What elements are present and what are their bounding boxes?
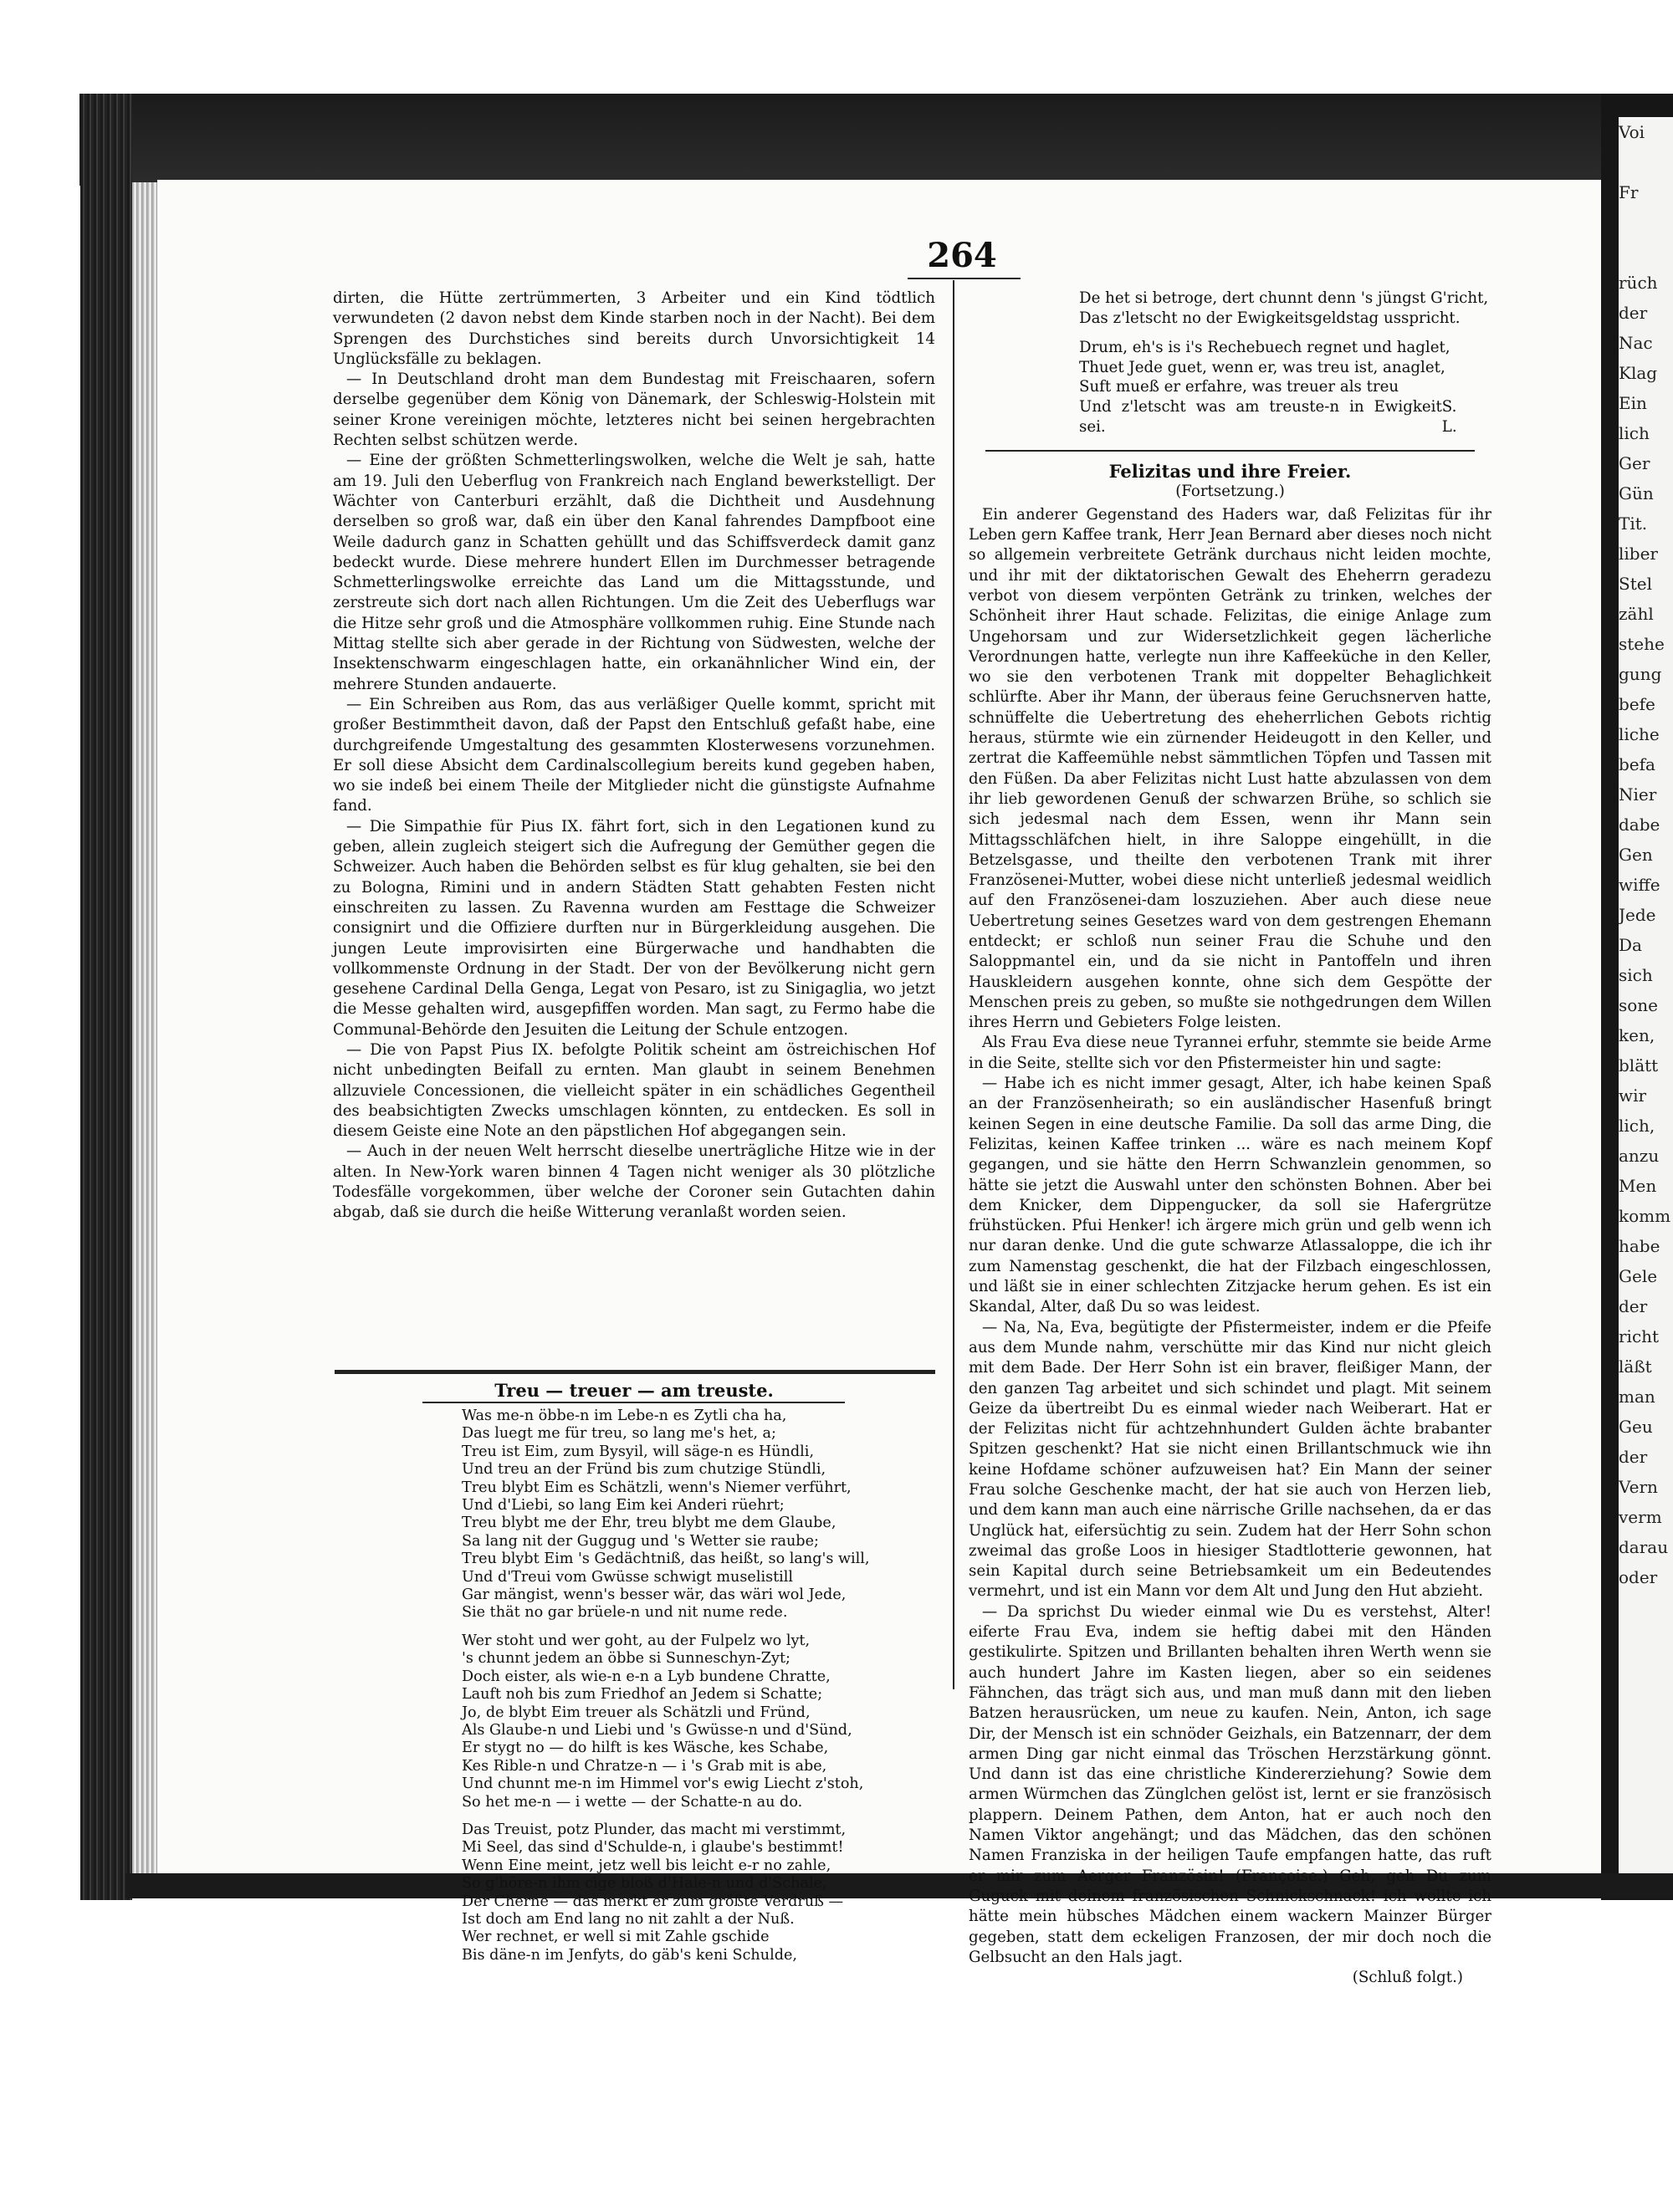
next-page-word: wiffe [1619,875,1660,895]
poem-line: 's chunnt jedem an öbbe si Sunneschyn-Zyt; [462,1650,790,1668]
poem-line: Wer stoht und wer goht, au der Fulpelz wo lyt, [462,1632,811,1649]
poem-signature: S. L. [1441,397,1457,436]
story-paragraph: — Na, Na, Eva, begütigte der Pfistermeister, indem er die Pfeife aus dem Munde nahm, verschütte mir das Kind nur nicht gleich mit dem Bade. Der Herr Sohn ist ein braver, fleißiger Mann, der den ganzen Tag arbeitet und sich schindet und plagt. Mit seinem Geize da übertreibt Du es einmal wieder nach Weiberart. Hat er der Felizitas nicht für achtzehnhundert Gulden ächte brabanter Spitzen geschenkt? Hat sie nicht einen Brillantschmuck wie ihn keine Hofdame schöner aufzuweisen hat? Ein Mann der seiner Frau solche Geschenke macht, der hat sie auch von Herzen lieb, und dem kann man auch eine närrische Grille nachsehen, da er das Unglück hat, eifersüchtig zu sein. Zudem hat der Herr Sohn schon zweimal das große Loos in hiesiger Stadtlotterie gewonnen, hat sein Kapital durch seine Betriebsamkeit um ein Bedeutendes vermehrt, und ist ein Mann vor dem Alt und Jung den Hut abzieht. [969,1318,1491,1601]
poem-line: Suft mueß er erfahre, was treuer als treu [1079,378,1399,396]
next-page-word: befe [1619,694,1655,714]
next-page-word: der [1619,303,1648,323]
next-page-word: Ein [1619,393,1647,413]
poem-line: Doch eister, als wie-n e-n a Lyb bundene Chratte, [462,1668,831,1685]
next-page-word: Vern [1619,1477,1658,1497]
scan-shadow-top [79,94,1673,186]
poem-line: Und chunnt me-n im Himmel vor's ewig Liecht z'stoh, [462,1775,864,1793]
next-page-word: richt [1619,1326,1660,1346]
next-page-word: verm [1619,1507,1662,1527]
poem-line: Was me-n öbbe-n im Lebe-n es Zytli cha ha, [462,1407,787,1424]
story-paragraph: Als Frau Eva diese neue Tyrannei erfuhr, stemmte sie beide Arme in die Seite, stellte sich vor den Pfistermeister hin und sagte: [969,1034,1491,1072]
next-page-word: sich [1619,965,1653,985]
page-number: 264 [927,236,997,275]
poem-line: Wenn Eine meint, jetz well bis leicht e-r no zahle, [462,1857,831,1874]
next-page-text [1619,117,1673,1592]
poem-line: Treu blybt Eim 's Gedächtniß, das heißt, so lang's will, [462,1550,870,1568]
column-divider [953,280,954,1689]
poem-line: Wer rechnet, er well si mit Zahle gschide [462,1928,770,1946]
poem-treu [462,1407,930,1964]
poem-line: Und d'Liebi, so lang Eim kei Anderi rüehrt; [462,1497,785,1515]
next-page-word: zähl [1619,604,1654,624]
next-page-word [1619,147,1673,177]
poem-line: Bis däne-n im Jenfyts, do gäb's keni Schulde, [462,1946,797,1964]
next-page-word: Nier [1619,784,1657,805]
poem-line: Jo, de blybt Eim treuer als Schätzli und Fründ, [462,1704,811,1721]
poem-line: Er stygt no — do hilft is kes Wäsche, kes Schabe, [462,1739,829,1757]
story-title: Felizitas und ihre Freier. [1108,461,1352,483]
next-page-word: liche [1619,724,1660,744]
left-column-news [333,289,935,1223]
next-page-word: Voi [1619,122,1645,142]
poem-line: Und d'Treui vom Gwüsse schwigt muselistill [462,1568,794,1586]
next-page-word: Gen [1619,845,1653,865]
next-page-word: Jede [1619,905,1656,925]
poem-line: De het si betroge, dert chunnt denn 's jüngst G'richt, [1079,289,1489,307]
section-divider [335,1370,935,1374]
next-page-word: wir [1619,1086,1647,1106]
next-page-word: komm [1619,1206,1671,1226]
next-page-word: man [1619,1387,1655,1407]
news-paragraph: — In Deutschland droht man dem Bundestag mit Freischaaren, sofern derselbe gegenüber dem König von Dänemark, der Schleswig-Holstein mit seiner Krone vereinigen möchte, letzteres nicht bei seinen hergebrachten Rechten selbst schützen werde. [333,370,935,450]
next-page-word: läßt [1619,1356,1652,1377]
next-page-word: Klag [1619,363,1658,383]
scan-background-top [84,0,1673,94]
next-page-word: gung [1619,664,1662,684]
next-page-word: lich [1619,423,1650,443]
page-number-rule [908,278,1021,279]
next-page-word: Fr [1619,182,1639,202]
poem-line: Und z'letscht was am treuste-n in Ewigkeit sei. [1079,397,1442,436]
poem-line: Sie thät no gar brüele-n und nit nume rede. [462,1604,788,1622]
poem-title: Treu — treuer — am treuste. [494,1380,774,1401]
poem-line: Lauft noh bis zum Friedhof an Jedem si Schatte; [462,1686,823,1704]
story-subtitle: (Fortsetzung.) [1175,483,1285,501]
poem-line: Der Cherne — das merkt er zum größte Verdruß — [462,1893,844,1910]
news-paragraph: — Die Simpathie für Pius IX. fährt fort, sich in den Legationen kund zu geben, allein zugleich steigert sich die Aufregung der Gemüther gegen die Schweizer. Auch haben die Behörden selbst es für klug gehalten, sie bei den zu Bologna, Rimini und in andern Städten Statt gehabten Festen nicht einschreiten zu lassen. Zu Ravenna wurden am Festtage die Schweizer consignirt und die Offiziere durften nur in Bürgerkleidung ausgehen. Die jungen Leute improvisirten eine Bürgerwache und handhabten die vollkommenste Ordnung in der Stadt. Der von der Bevölkerung nicht gern gesehene Cardinal Della Genga, Legat von Pesaro, ist zu Sinigaglia, wo jetzt die Messe gehalten wird, ausgepfiffen worden. Man sagt, zu Fermo habe die Communal-Behörde den Jesuiten die Leitung der Schule entzogen. [333,817,935,1039]
poem-line: Ist doch am End lang no nit zahlt a der Nuß. [462,1910,795,1928]
poem-continuation [969,289,1491,437]
next-page-word: oder [1619,1567,1658,1587]
next-page-word: blätt [1619,1055,1659,1075]
next-page-word: liber [1619,544,1658,564]
news-paragraph: — Eine der größten Schmetterlingswolken, welche die Welt je sah, hatte am 19. Juli den Ueberflug von Frankreich nach England bewerkstelligt. Der Wächter von Canterburi erzählt, daß die Dichtheit und Ausdehnung derselben so groß war, daß ein über den Kanal fahrendes Dampfboot eine Weile dadurch ganz in Schatten gehüllt und das Schiffsverdeck damit ganz bedeckt wurde. Diese mehrere hundert Ellen im Durchmesser betragende Schmetterlingswolke erreichte das Land um die Mittagsstunde, und zerstreute sich dort nach allen Richtungen. Um die Zeit des Ueberflugs war die Hitze sehr groß und die Atmosphäre vollkommen ruhig. Eine Stunde nach Mittag stellte sich aber gerade in der Richtung von Südwesten, welche der Insektenschwarm eingeschlagen hatte, ein orkanähnlicher Wind ein, der mehrere Stunden andauerte. [333,452,935,693]
next-page-word: anzu [1619,1146,1660,1166]
next-page-word: Tit. [1619,513,1648,534]
next-page-word: Gün [1619,483,1654,503]
poem-line: So g'höre-n ihm cige bloß d'Hale-n und d'Schale, [462,1875,827,1893]
continuation-note: (Schluß folgt.) [1352,1969,1463,1987]
poem-line: Sa lang nit der Guggug und 's Wetter sie raube; [462,1532,819,1550]
next-page-word: rüch [1619,273,1658,293]
poem-line: Das luegt me für treu, so lang me's het, a; [462,1425,776,1443]
next-page-word: ken, [1619,1025,1655,1045]
right-column [969,289,1491,1988]
news-paragraph: — Die von Papst Pius IX. befolgte Politik scheint am östreichischen Hof nicht unbedingten Beifall zu ernten. Man glaubt in seinem Benehmen allzuviele Concessionen, die vielleicht später in ein schädliches Gegentheil des beabsichtigten Zwecks umschlagen könnten, zu entdecken. Es soll in diesem Geiste eine Note an den päpstlichen Hof abgegangen sein. [333,1040,935,1141]
poem-line: Treu ist Eim, zum Bysyil, will säge-n es Hündli, [462,1443,815,1460]
next-page-word: der [1619,1447,1648,1467]
news-paragraph: dirten, die Hütte zertrümmerten, 3 Arbeiter und ein Kind tödtlich verwundeten (2 davon nebst dem Kinde starben noch in der Nacht). Bei dem Sprengen des Durchstiches sind bereits durch Unvorsichtigkeit 14 Unglücksfälle zu beklagen. [333,289,935,368]
poem-line: Das Treuist, potz Plunder, das macht mi verstimmt, [462,1821,847,1838]
next-page-word: Gele [1619,1266,1658,1286]
next-page-word: Geu [1619,1417,1653,1437]
next-page-word [1619,207,1673,238]
page-edges [132,182,157,1880]
poem-stanza-3 [462,1821,930,1964]
next-page-word: stehe [1619,634,1665,654]
poem-line: Das z'letscht no der Ewigkeitsgeldstag usspricht. [1079,309,1461,327]
story-paragraph: — Da sprichst Du wieder einmal wie Du es verstehst, Alter! eiferte Frau Eva, indem sie heftig dabei mit den Händen gestikulirte. Spitzen und Brillanten behalten ihren Werth wenn sie auch hundert Jahre im Kasten liegen, aber so ein seidenes Fähnchen, das trägt sich aus, und man muß dann mit den lieben Batzen herausrücken, um neue zu kaufen. Nein, Anton, ich sage Dir, der Mensch ist ein schnöder Geizhals, ein Batzennarr, der dem armen Ding gar nicht einmal das Tröschen Herzstärkung gönnt. Und dann ist das eine christliche Kindererziehung? Sowie dem armen Würmchen das Zünglchen gelöst ist, lernt er sie französisch plappern. Deinem Pathen, dem Anton, hat er auch noch den Namen Viktor angehängt; und das Mädchen, das den schönen Namen Franziska in der heiligen Taufe empfangen hatte, das ruft er mir zum Aerger Französin! (Françoise.) Geh, geh Du zum Guguck mit deinem französischen Schnickschnack! ich wollte ich hätte mein hübsches Mädchen einem wackern Mainzer Bürger gegeben, statt dem eckeligen Franzosen, der mir doch noch die Gelbsucht an den Hals jagt. [969,1602,1491,1966]
poem-line: Als Glaube-n und Liebi und 's Gwüsse-n und d'Sünd, [462,1721,852,1739]
next-page-word: Men [1619,1176,1657,1196]
next-page-word: darau [1619,1537,1669,1557]
section-divider [985,450,1475,452]
next-page-word: Ger [1619,453,1650,473]
poem-line: Thuet Jede guet, wenn er, was treu ist, anaglet, [1079,358,1445,376]
next-page-word: lich, [1619,1116,1655,1136]
poem-stanza-1 [462,1407,930,1622]
next-page-word: sone [1619,995,1659,1015]
next-page-word: habe [1619,1236,1660,1256]
next-page-word: Nac [1619,333,1653,353]
book-spine [80,94,132,1900]
poem-line: Gar mängist, wenn's besser wär, das wäri wol Jede, [462,1586,847,1604]
poem-title-rule [422,1402,845,1403]
story-paragraph: — Habe ich es nicht immer gesagt, Alter, ich habe keinen Spaß an der Französenheirath; so ein ausländischer Hasenfuß bringt keinen Segen in eine deutsche Familie. Da soll das arme Ding, die Felizitas, keinen Kaffee trinken ... wäre es nach meinem Kopf gegangen, und sie hätte den Herrn Schwanzlein genommen, so hätte sie jetzt die Auswahl unter den schönsten Bohnen. Aber bei dem Knicker, dem Dippengucker, da soll sie Hafergrütze frühstücken. Pfui Henker! ich ärgere mich grün und gelb wenn ich nur daran denke. Und die gute schwarze Atlassaloppe, die ich ihr zum Namenstag geschenkt, die hat der Filzbach eingeschlossen, und läßt sie in einer schlechten Zitzjacke herum gehen. Es ist ein Skandal, Alter, daß Du so was leidest. [969,1075,1491,1316]
poem-line: Mi Seel, das sind d'Schulde-n, i glaube's bestimmt! [462,1839,844,1857]
story-paragraph: Ein anderer Gegenstand des Haders war, daß Felizitas für ihr Leben gern Kaffee trank, Herr Jean Bernard aber dieses noch nicht so allgemein verbreitete Getränk durchaus nicht leiden mochte, und ihr mit der diktatorischen Gewalt des Eheherrn geradezu verbot von diesem verpönten Getränk zu trinken, welches der Schönheit ihrer Haut schade. Felizitas, die einige Anlage zum Ungehorsam und zur Widersetzlichkeit gegen lächerliche Verordnungen hatte, verlegte nun ihre Kaffeeküche in den Keller, wo sie den verbotenen Trank mit doppelter Behaglichkeit schlürfte. Aber ihr Mann, der überaus feine Geruchsnerven hatte, schnüffelte die Uebertretung des eheherrlichen Gebots richtig heraus, stürmte wie ein zürnender Heideugott in den Keller, und zertrat die Kaffeemühle nebst sämmtlichen Töpfen und Tassen mit den Füßen. Da aber Felizitas nicht Lust hatte abzulassen von dem ihr lieb gewordenen Genuß der schwarzen Brühe, so schlich sie sich jedesmal nach dem Essen, wenn ihr Mann sein Mittagsschläfchen hielt, in ihre Saloppe eingehüllt, in die Betzelsgasse, und theilte den verbotenen Trank mit ihrer Französenei-Mutter, wobei diese nicht unterließ jedesmal weidlich auf den Französenei-dam loszuziehen. Aber auch diese neue Uebertretung seines Gesetzes ward von dem gestrengen Ehemann entdeckt; er schloß nun seiner Frau die Schuhe und den Saloppmantel ein, und da sie nicht in Pantoffeln und ihren Hauskleidern ausgehen konnte, ohne sich dem Gespötte der Menschen preis zu geben, so mußte sie nothgedrungen dem Willen ihres Herrn und Gebieters Folge leisten. [969,505,1491,1032]
poem-line: Kes Rible-n und Chratze-n — i 's Grab mit is abe, [462,1757,827,1775]
next-page-word: befa [1619,754,1655,774]
news-paragraph: — Ein Schreiben aus Rom, das aus verläßiger Quelle kommt, spricht mit großer Bestimmtheit davon, daß der Papst den Entschluß gefaßt habe, eine durchgreifende Umgestaltung des gesammten Klosterwesens vorzunehmen. Er soll diese Absicht dem Cardinalscollegium bereits kund gegeben haben, wo sie indeß bei einem Theile der Mitglieder nicht die günstigste Aufnahme fand. [333,695,935,815]
poem-line: So het me-n — i wette — der Schatte-n au do. [462,1793,803,1811]
next-page-word: der [1619,1296,1648,1316]
next-page-fragment [1619,117,1673,1873]
news-paragraph: — Auch in der neuen Welt herrscht dieselbe unerträgliche Hitze wie in der alten. In New-York waren binnen 4 Tagen nicht weniger als 30 plötzliche Todesfälle vorgekommen, über welche der Coroner sein Gutachten dahin abgab, daß sie durch die heiße Witterung veranlaßt worden seien. [333,1142,935,1222]
poem-line: Treu blybt Eim es Schätzli, wenn's Niemer verführt, [462,1479,852,1496]
poem-stanza-2 [462,1632,930,1811]
poem-line: Treu blybt me der Ehr, treu blybt me dem Glaube, [462,1515,836,1532]
next-page-word: dabe [1619,815,1660,835]
next-page-word: Stel [1619,574,1652,594]
next-page-word [1619,238,1673,268]
next-page-word: Da [1619,935,1642,955]
poem-line: Drum, eh's is i's Rechebuech regnet und haglet, [1079,339,1450,357]
poem-line: Und treu an der Fründ bis zum chutzige Stündli, [462,1461,826,1479]
